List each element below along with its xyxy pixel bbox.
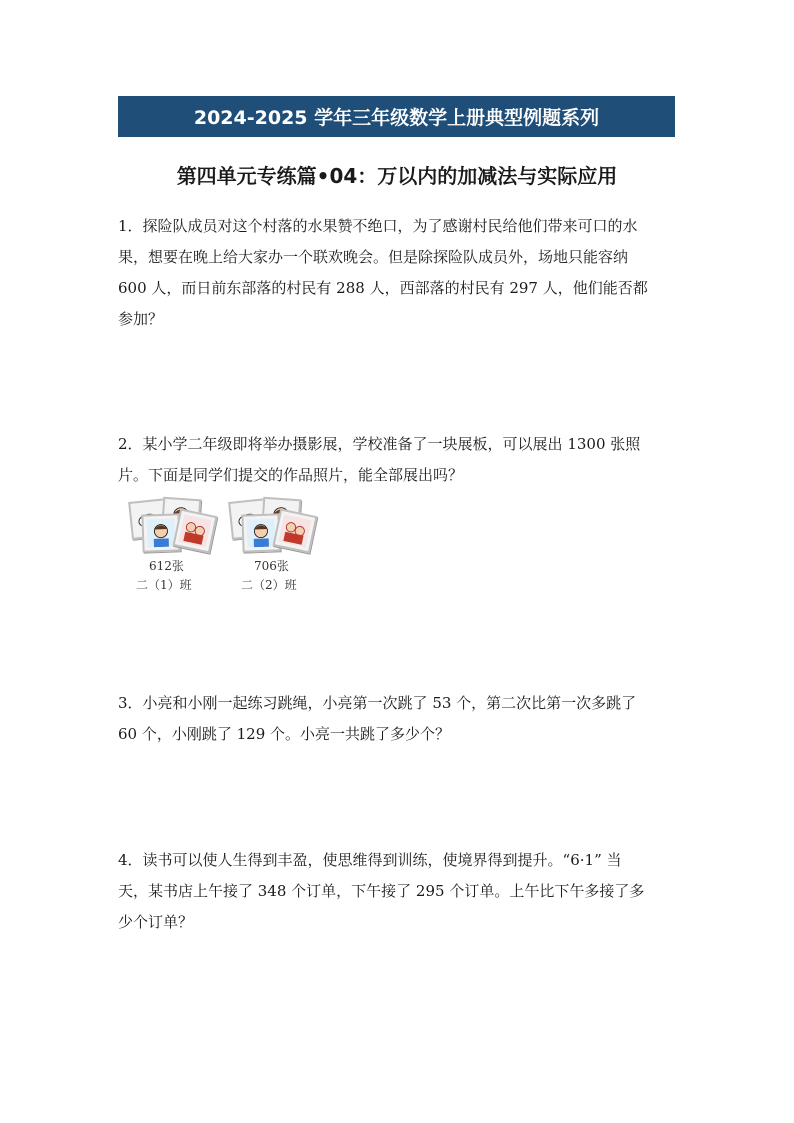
question-line: 果，想要在晚上给大家办一个联欢晚会。但是除探险队成员外，场地只能容纳 bbox=[118, 248, 629, 266]
question-line: 片。下面是同学们提交的作品照片，能全部展出吗？ bbox=[118, 466, 464, 484]
photo-count-label: 706张 bbox=[254, 559, 289, 573]
question-line: 2．某小学二年级即将举办摄影展，学校准备了一块展板，可以展出 1300 张照 bbox=[118, 435, 641, 453]
page-title: 第四单元专练篇•04：万以内的加减法与实际应用 bbox=[176, 164, 618, 188]
class-label: 二（2）班 bbox=[241, 578, 297, 592]
photo-stack-class-1 bbox=[128, 498, 224, 554]
question-line: 3．小亮和小刚一起练习跳绳，小亮第一次跳了 53 个，第二次比第一次多跳了 bbox=[118, 694, 637, 712]
question-line: 600 人，而日前东部落的村民有 288 人，西部落的村民有 297 人，他们能否都 bbox=[118, 279, 648, 297]
question-2 bbox=[118, 429, 678, 491]
question-1 bbox=[118, 211, 678, 335]
question-4 bbox=[118, 845, 678, 938]
photo-stack-class-2 bbox=[228, 498, 324, 554]
question-3 bbox=[118, 688, 678, 750]
question-line: 天，某书店上午接了 348 个订单，下午接了 295 个订单。上午比下午多接了多 bbox=[118, 882, 645, 900]
class-label: 二（1）班 bbox=[136, 578, 192, 592]
question-line: 参加？ bbox=[118, 310, 164, 328]
family-photo-icon bbox=[172, 508, 217, 553]
photo-count-label: 612张 bbox=[149, 559, 184, 573]
question-line: 少个订单？ bbox=[118, 913, 194, 931]
question-line: 1．探险队成员对这个村落的水果赞不绝口，为了感谢村民给他们带来可口的水 bbox=[118, 217, 638, 235]
page-banner: 2024-2025 学年三年级数学上册典型例题系列 bbox=[118, 96, 675, 137]
question-line: 60 个，小刚跳了 129 个。小亮一共跳了多少个？ bbox=[118, 725, 451, 743]
question-line: 4．读书可以使人生得到丰盈，使思维得到训练，使境界得到提升。“6·1” 当 bbox=[118, 851, 622, 869]
family-photo-icon bbox=[272, 508, 317, 553]
